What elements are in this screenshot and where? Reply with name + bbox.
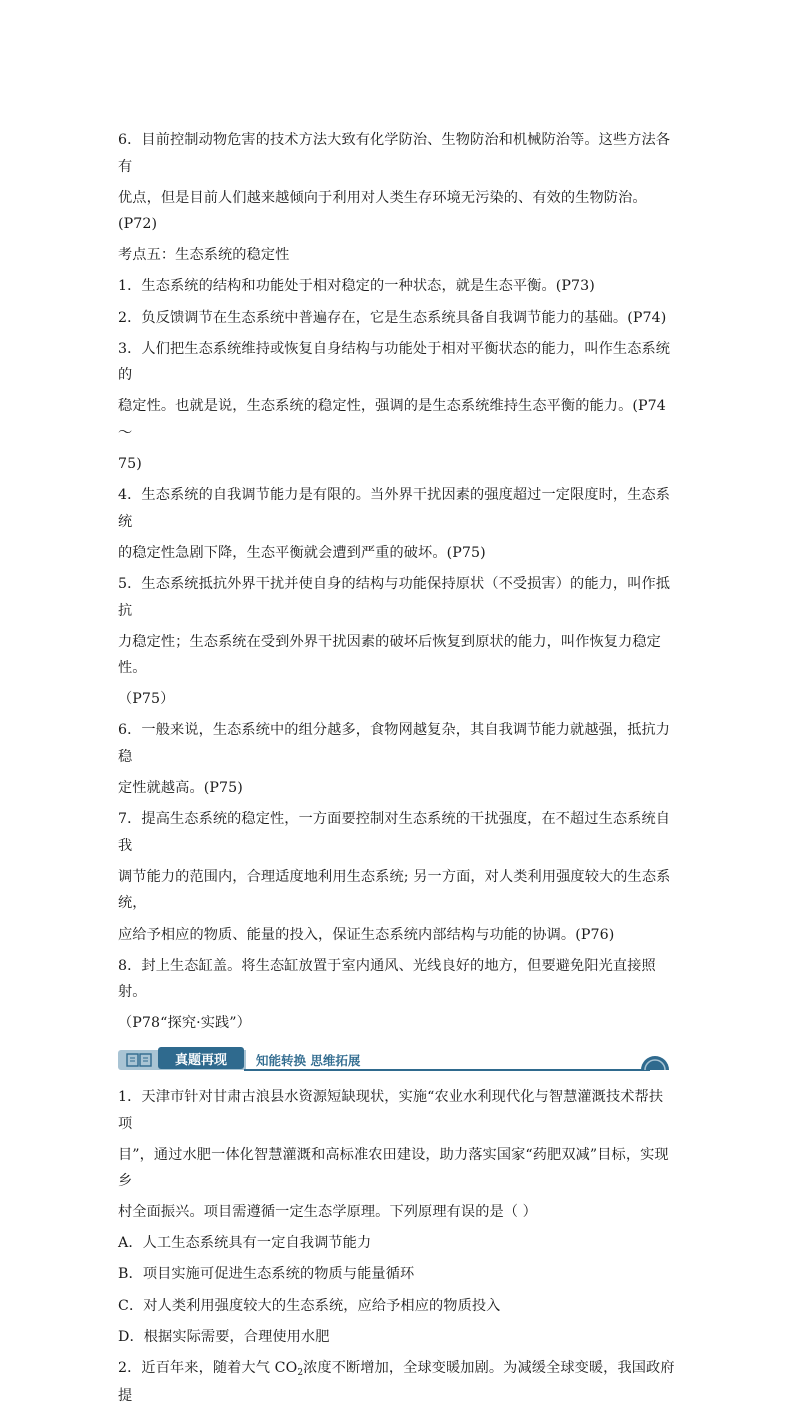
section-heading: 考点五：生态系统的稳定性: [118, 247, 290, 264]
book-icon: [126, 1053, 152, 1067]
question-part: 浓度不断增加，全球变暖加剧。为减缓全球变暖，我国政府提: [118, 1359, 675, 1405]
banner-subtitle: 知能转换 思维拓展: [256, 1052, 361, 1068]
text-line: 稳定性。也就是说，生态系统的稳定性，强调的是生态系统维持生态平衡的能力。(P74～: [118, 398, 666, 441]
question-text: 1．天津市针对甘肃古浪县水资源短缺现状，实施“农业水利现代化与智慧灌溉技术帮扶项: [118, 1088, 664, 1132]
option-c: C．对人类利用强度较大的生态系统，应给予相应的物质投入: [118, 1297, 501, 1314]
question-list: [118, 1084, 676, 1410]
text-line: 1．生态系统的结构和功能处于相对稳定的一种状态，就是生态平衡。(P73): [118, 278, 595, 295]
text-line: 6．一般来说，生态系统中的组分越多，食物网越复杂，其自我调节能力就越强，抵抗力稳: [118, 722, 671, 765]
text-line: 6．目前控制动物危害的技术方法大致有化学防治、生物防治和机械防治等。这些方法各有: [118, 132, 671, 175]
text-line: 5．生态系统抵抗外界干扰并使自身的结构与功能保持原状（不受损害）的能力，叫作抵抗: [118, 575, 671, 619]
text-line: 2．负反馈调节在生态系统中普遍存在，它是生态系统具备自我调节能力的基础。(P74): [118, 309, 667, 326]
text-line: 7．提高生态系统的稳定性，一方面要控制对生态系统的干扰强度，在不超过生态系统自我: [118, 811, 671, 854]
subscript: 2: [297, 1367, 304, 1378]
banner-rule: [244, 1069, 650, 1071]
question-text: [118, 1355, 676, 1410]
banner-title-tab: [158, 1047, 244, 1069]
text-line: 3．人们把生态系统维持或恢复自身结构与功能处于相对平衡状态的能力，叫作生态系统的: [118, 340, 671, 384]
text-line: 75): [118, 456, 142, 473]
text-line: 优点，但是目前人们越来越倾向于利用对人类生存环境无污染的、有效的生物防治。(P72): [118, 189, 647, 233]
text-line: 调节能力的范围内，合理适度地利用生态系统; 另一方面，对人类利用强度较大的生态系统，: [118, 868, 671, 912]
text-line: 8．封上生态缸盖。将生态缸放置于室内通风、光线良好的地方，但要避免阳光直接照射。: [118, 957, 656, 1001]
option-d: D．根据实际需要，合理使用水肥: [118, 1328, 330, 1345]
text-line: 4．生态系统的自我调节能力是有限的。当外界干扰因素的强度超过一定限度时，生态系统: [118, 487, 671, 530]
text-line: 的稳定性急剧下降，生态平衡就会遭到严重的破坏。(P75): [118, 544, 486, 561]
option-b: B．项目实施可促进生态系统的物质与能量循环: [118, 1266, 415, 1283]
text-line: 定性就越高。(P75): [118, 780, 243, 797]
section-banner: [118, 1043, 670, 1075]
question-text: 目”，通过水肥一体化智慧灌溉和高标准农田建设，助力落实国家“药肥双减”目标，实现乡: [118, 1146, 669, 1190]
text-line: （P75）: [118, 691, 175, 708]
knowledge-points: [118, 127, 676, 1037]
option-a: A．人工生态系统具有一定自我调节能力: [118, 1235, 372, 1252]
banner-title: 真题再现: [174, 1052, 227, 1068]
question-text: 村全面振兴。项目需遵循一定生态学原理。下列原理有误的是（ ）: [118, 1204, 537, 1221]
text-line: 应给予相应的物质、能量的投入，保证生态系统内部结构与功能的协调。(P76): [118, 926, 615, 943]
question-part: 2．近百年来，随着大气 CO: [118, 1359, 298, 1376]
text-line: （P78“探究·实践”）: [118, 1015, 251, 1032]
text-line: 力稳定性；生态系统在受到外界干扰因素的破坏后恢复到原状的能力，叫作恢复力稳定性。: [118, 633, 661, 677]
dome-icon: [640, 1047, 670, 1071]
